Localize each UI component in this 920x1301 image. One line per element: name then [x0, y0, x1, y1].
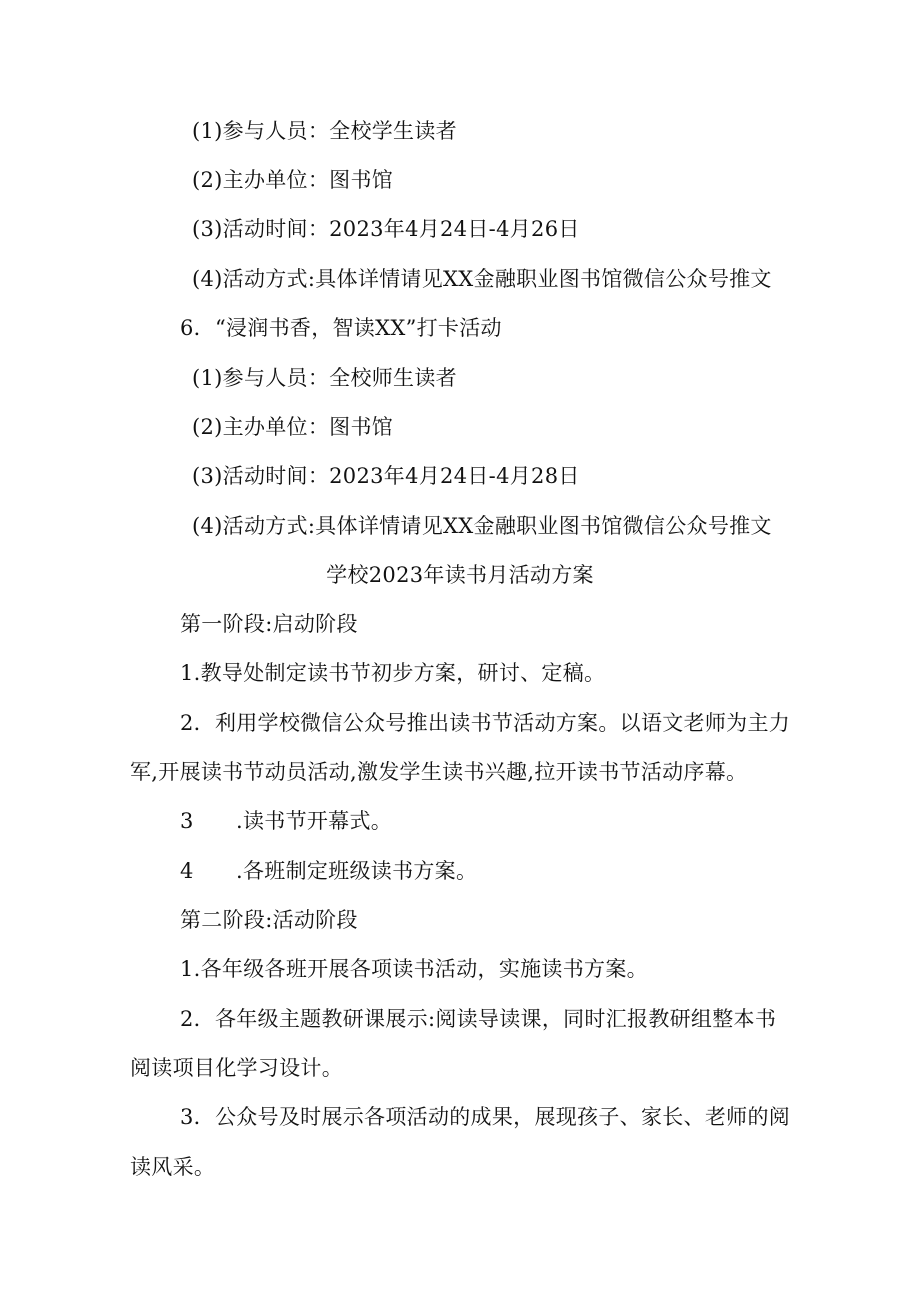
line-organizer-1: (2)主办单位：图书馆: [192, 168, 394, 192]
section-6-heading: 6．“浸润书香，智读XX”打卡活动: [180, 316, 502, 340]
stage1-heading: 第一阶段:启动阶段: [180, 612, 358, 636]
stage2-item3-line2: 读风采。: [130, 1155, 216, 1179]
line-participants-2: (1)参与人员：全校师生读者: [192, 366, 457, 390]
stage2-item3-line1: 3．公众号及时展示各项活动的成果，展现孩子、家长、老师的阅: [180, 1105, 791, 1129]
stage2-item2-line1: 2．各年级主题教研课展示:阅读导读课，同时汇报教研组整本书: [180, 1007, 777, 1031]
stage2-heading: 第二阶段:活动阶段: [180, 908, 358, 932]
stage1-item3-text: .读书节开幕式。: [236, 809, 393, 833]
line-time-2: (3)活动时间：2023年4月24日-4月28日: [192, 464, 580, 488]
stage1-item3-number: 3: [180, 809, 194, 833]
stage1-item2-line2: 军,开展读书节动员活动,激发学生读书兴趣,拉开读书节活动序幕。: [130, 760, 748, 784]
line-participants-1: (1)参与人员：全校学生读者: [192, 119, 457, 143]
document-title: 学校2023年读书月活动方案: [326, 563, 594, 587]
stage2-item1: 1.各年级各班开展各项读书活动，实施读书方案。: [180, 957, 648, 981]
stage1-item4-text: .各班制定班级读书方案。: [236, 859, 478, 883]
stage1-item4: [180, 857, 477, 885]
line-organizer-2: (2)主办单位：图书馆: [192, 415, 394, 439]
stage1-item3: [180, 807, 392, 835]
line-method-2: (4)活动方式:具体详情请见XX金融职业图书馆微信公众号推文: [192, 514, 772, 538]
stage1-item1: 1.教导处制定读书节初步方案，研讨、定稿。: [180, 661, 606, 685]
stage2-item2-line2: 阅读项目化学习设计。: [130, 1056, 343, 1080]
stage1-item2-line1: 2．利用学校微信公众号推出读书节活动方案。以语文老师为主力: [180, 711, 791, 735]
stage1-item4-number: 4: [180, 859, 194, 883]
line-method-1: (4)活动方式:具体详情请见XX金融职业图书馆微信公众号推文: [192, 267, 772, 291]
line-time-1: (3)活动时间：2023年4月24日-4月26日: [192, 217, 580, 241]
